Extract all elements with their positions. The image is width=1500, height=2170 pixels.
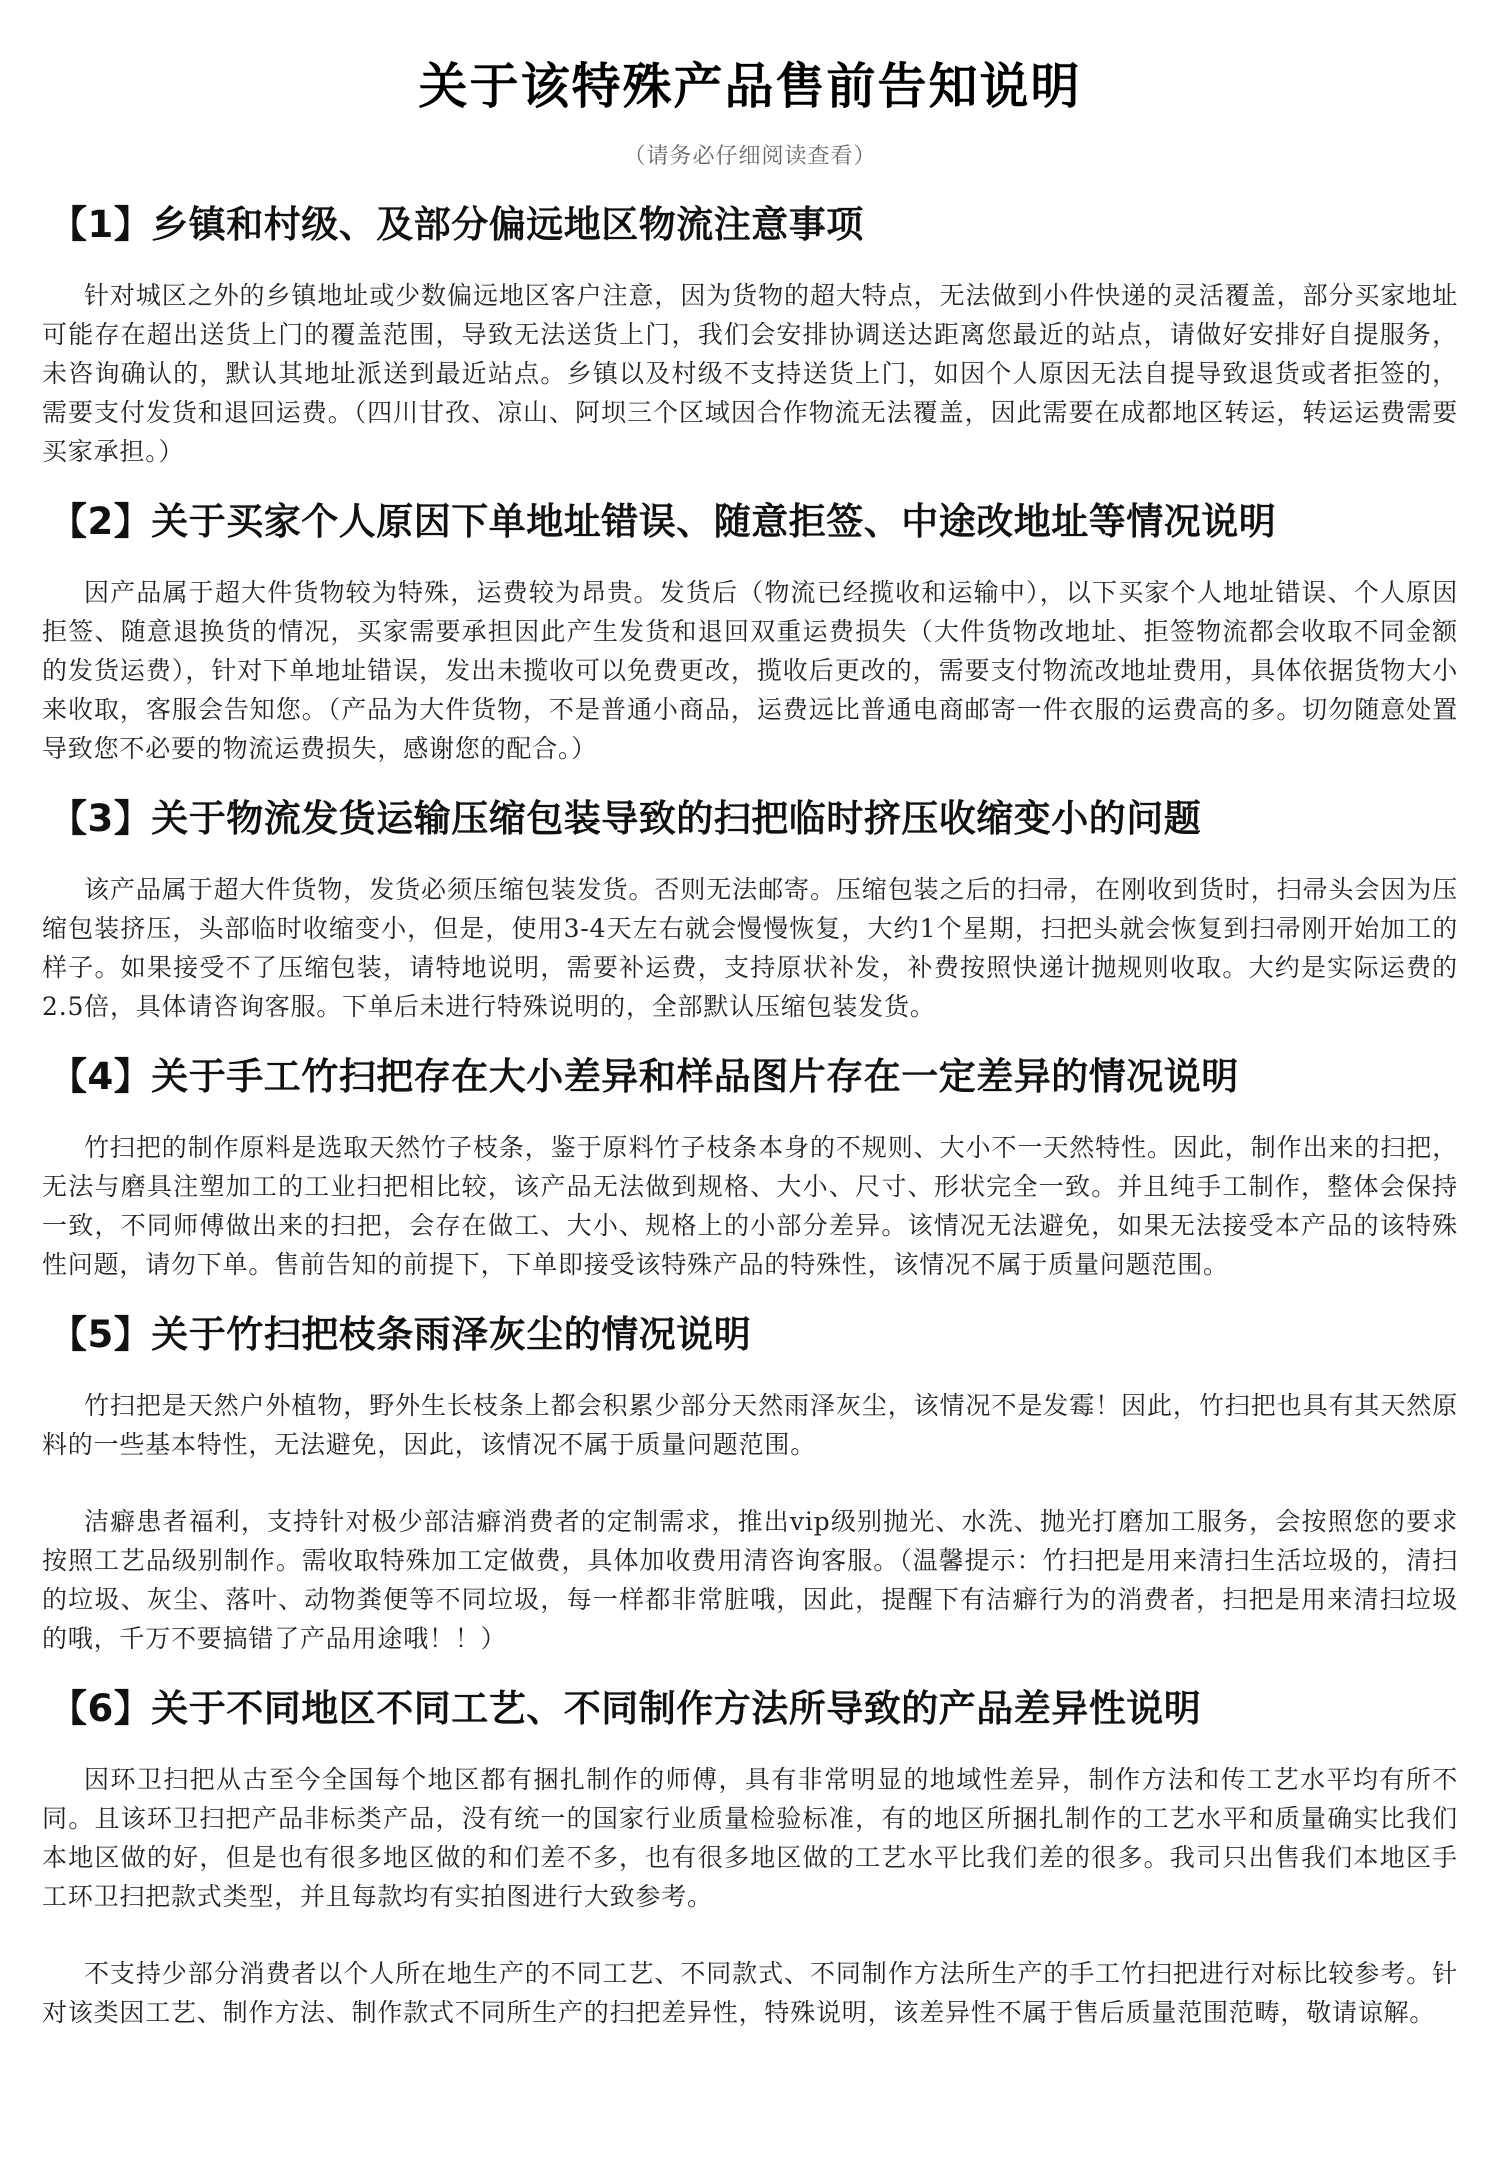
page-title: 关于该特殊产品售前告知说明 — [418, 58, 1082, 115]
section-3 — [42, 794, 1458, 1026]
section-5 — [42, 1310, 1458, 1658]
section-heading: 【2】关于买家个人原因下单地址错误、随意拒签、中途改地址等情况说明 — [50, 500, 1277, 543]
section-paragraph: 不支持少部分消费者以个人所在地生产的不同工艺、不同款式、不同制作方法所生产的手工竹扫把进行对标比较参考。针对该类因工艺、制作方法、制作款式不同所生产的扫把差异性，特殊说明，该差异性不属于售后质量范围范畴，敬请谅解。 — [42, 1959, 1458, 2027]
section-6 — [42, 1684, 1458, 2032]
section-heading: 【4】关于手工竹扫把存在大小差异和样品图片存在一定差异的情况说明 — [50, 1055, 1239, 1098]
section-paragraph: 针对城区之外的乡镇地址或少数偏远地区客户注意，因为货物的超大特点，无法做到小件快递的灵活覆盖，部分买家地址可能存在超出送货上门的覆盖范围，导致无法送货上门，我们会安排协调送达距离您最近的站点，请做好安排好自提服务，未咨询确认的，默认其地址派送到最近站点。乡镇以及村级不支持送货上门，如因个人原因无法自提导致退货或者拒签的，需要支付发货和退回运费。（四川甘孜、凉山、阿坝三个区域因合作物流无法覆盖，因此需要在成都地区转运，转运运费需要买家承担。） — [42, 281, 1458, 466]
section-heading: 【1】乡镇和村级、及部分偏远地区物流注意事项 — [50, 203, 864, 246]
section-paragraph: 竹扫把是天然户外植物，野外生长枝条上都会积累少部分天然雨泽灰尘，该情况不是发霉！因此，竹扫把也具有其天然原料的一些基本特性，无法避免，因此，该情况不属于质量问题范围。 — [42, 1391, 1458, 1459]
section-2 — [42, 497, 1458, 768]
section-paragraph: 因环卫扫把从古至今全国每个地区都有捆扎制作的师傅，具有非常明显的地域性差异，制作方法和传工艺水平均有所不同。且该环卫扫把产品非标类产品，没有统一的国家行业质量检验标准，有的地区所捆扎制作的工艺水平和质量确实比我们本地区做的好，但是也有很多地区做的和们差不多，也有很多地区做的工艺水平比我们差的很多。我司只出售我们本地区手工环卫扫把款式类型，并且每款均有实拍图进行大致参考。 — [42, 1765, 1458, 1911]
section-paragraph: 该产品属于超大件货物，发货必须压缩包装发货。否则无法邮寄。压缩包装之后的扫帚，在刚收到货时，扫帚头会因为压缩包装挤压，头部临时收缩变小，但是，使用3-4天左右就会慢慢恢复，大约1个星期，扫把头就会恢复到扫帚刚开始加工的样子。如果接受不了压缩包装，请特地说明，需要补运费，支持原状补发，补费按照快递计抛规则收取。大约是实际运费的2.5倍，具体请咨询客服。下单后未进行特殊说明的，全部默认压缩包装发货。 — [42, 875, 1458, 1021]
section-paragraph: 竹扫把的制作原料是选取天然竹子枝条，鉴于原料竹子枝条本身的不规则、大小不一天然特性。因此，制作出来的扫把，无法与磨具注塑加工的工业扫把相比较，该产品无法做到规格、大小、尺寸、形状完全一致。并且纯手工制作，整体会保持一致，不同师傅做出来的扫把，会存在做工、大小、规格上的小部分差异。该情况无法避免，如果无法接受本产品的该特殊性问题，请勿下单。售前告知的前提下，下单即接受该特殊产品的特殊性，该情况不属于质量问题范围。 — [42, 1133, 1458, 1279]
section-heading: 【5】关于竹扫把枝条雨泽灰尘的情况说明 — [50, 1313, 752, 1356]
section-paragraph: 因产品属于超大件货物较为特殊，运费较为昂贵。发货后（物流已经揽收和运输中），以下买家个人地址错误、个人原因拒签、随意退换货的情况，买家需要承担因此产生发货和退回双重运费损失（大件货物改地址、拒签物流都会收取不同金额的发货运费），针对下单地址错误，发出未揽收可以免费更改，揽收后更改的，需要支付物流改地址费用，具体依据货物大小来收取，客服会告知您。（产品为大件货物，不是普通小商品，运费远比普通电商邮寄一件衣服的运费高的多。切勿随意处置导致您不必要的物流运费损失，感谢您的配合。） — [42, 578, 1458, 763]
section-4 — [42, 1052, 1458, 1284]
page-subtitle: （请务必仔细阅读查看） — [623, 144, 877, 169]
section-1 — [42, 200, 1458, 471]
section-heading: 【6】关于不同地区不同工艺、不同制作方法所导致的产品差异性说明 — [50, 1687, 1202, 1730]
section-heading: 【3】关于物流发货运输压缩包装导致的扫把临时挤压收缩变小的问题 — [50, 797, 1202, 840]
section-paragraph: 洁癖患者福利，支持针对极少部洁癖消费者的定制需求，推出vip级别抛光、水洗、抛光打磨加工服务，会按照您的要求按照工艺品级别制作。需收取特殊加工定做费，具体加收费用清咨询客服。（温馨提示：竹扫把是用来清扫生活垃圾的，清扫的垃圾、灰尘、落叶、动物粪便等不同垃圾，每一样都非常脏哦，因此，提醒下有洁癖行为的消费者，扫把是用来清扫垃圾的哦，千万不要搞错了产品用途哦！！） — [42, 1507, 1458, 1653]
